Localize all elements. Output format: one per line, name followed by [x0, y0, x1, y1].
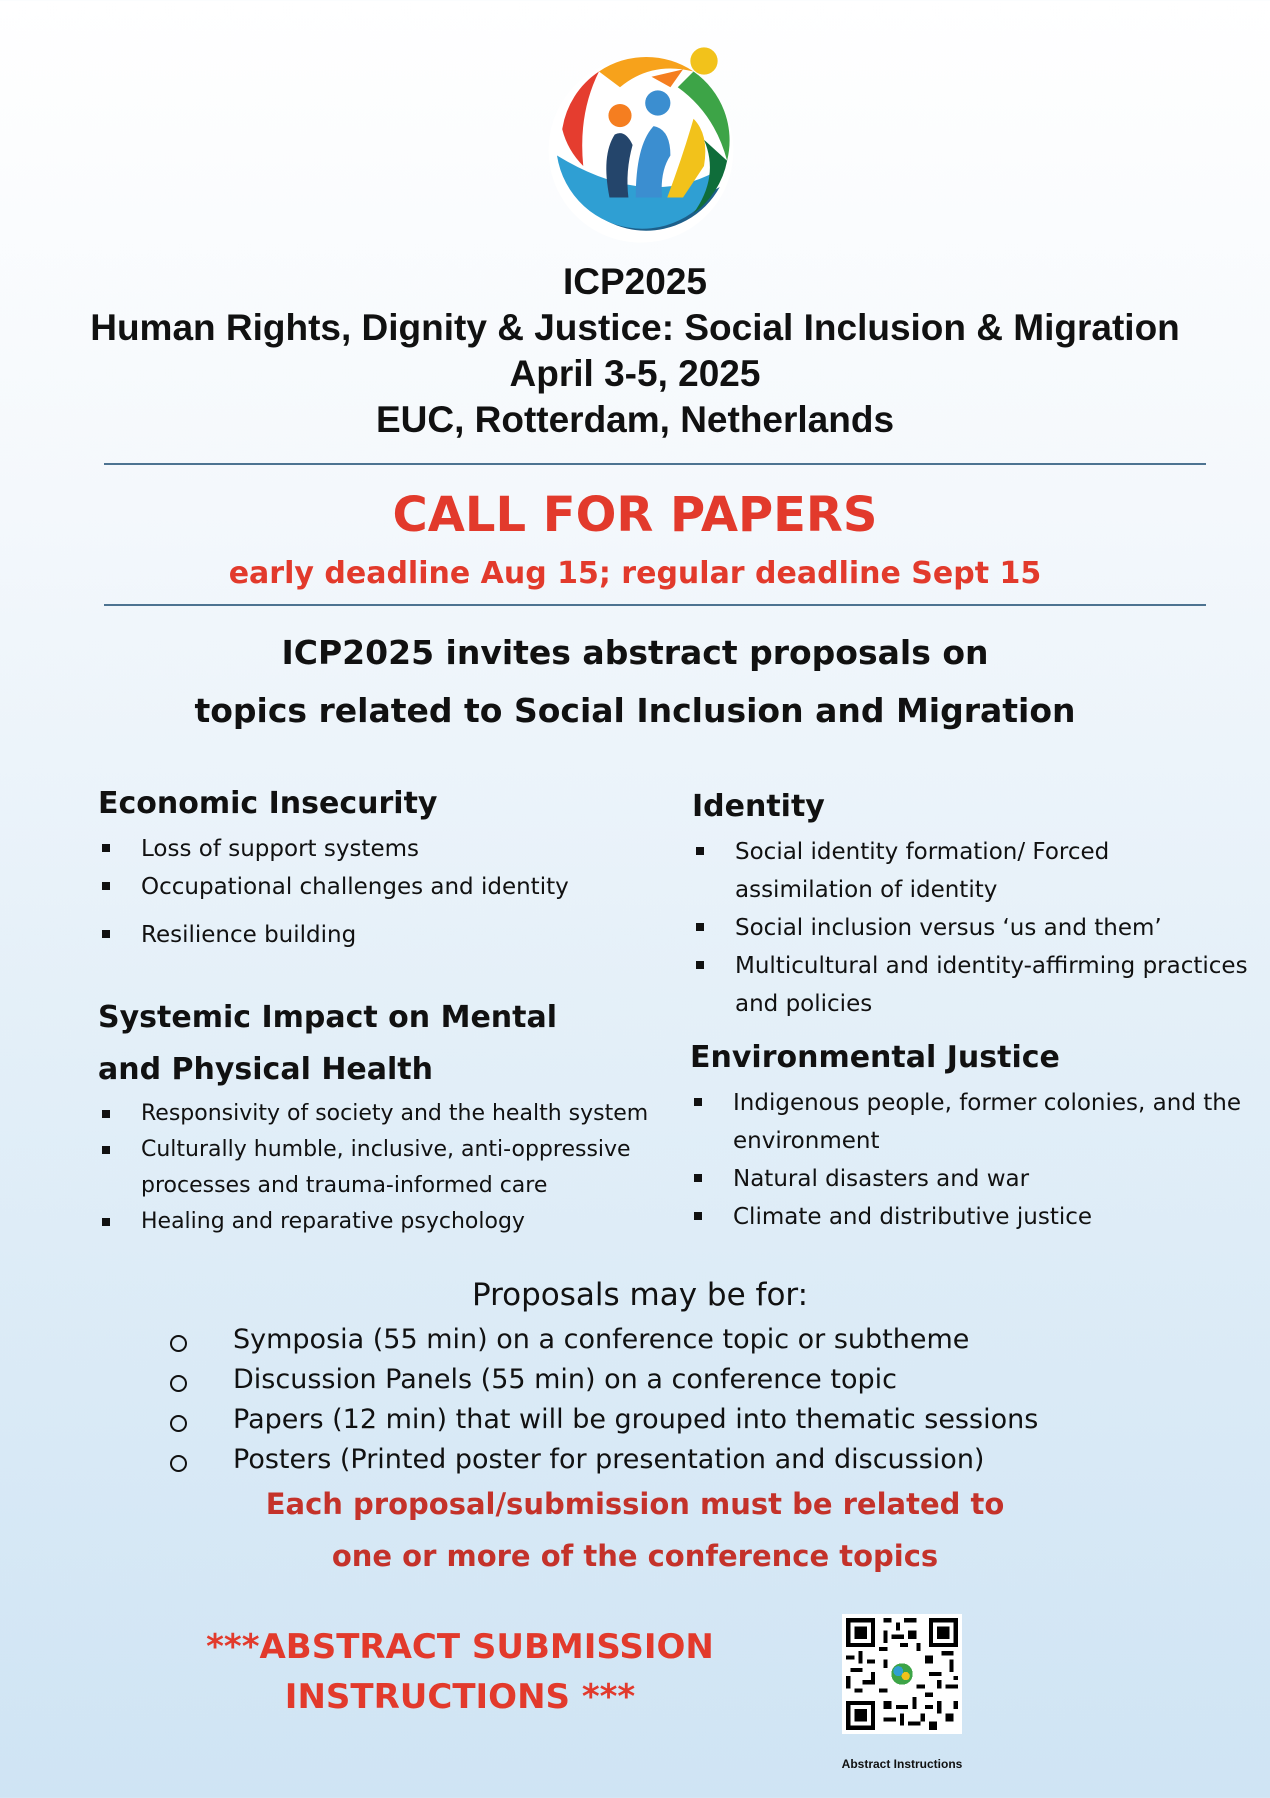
list-item: Indigenous people, former colonies, and the environment	[690, 1084, 1250, 1160]
divider-bottom	[104, 604, 1206, 606]
list-item: Social identity formation/ Forced assimilation of identity	[692, 833, 1252, 909]
proposals-list	[170, 1320, 1170, 1480]
list-item: Culturally humble, inclusive, anti-oppressive processes and trauma-informed care	[98, 1132, 668, 1204]
divider-top	[104, 463, 1206, 465]
qr-code-icon[interactable]	[842, 1614, 962, 1734]
list-item: Papers (12 min) that will be grouped into thematic sessions	[170, 1400, 1170, 1440]
qr-caption: Abstract Instructions	[841, 1757, 963, 1771]
topic-heading-environment: Environmental Justice	[690, 1040, 1060, 1075]
list-item: Discussion Panels (55 min) on a conference topic	[170, 1360, 1170, 1400]
proposals-heading: Proposals may be for:	[471, 1277, 809, 1313]
list-item: Symposia (55 min) on a conference topic or subtheme	[170, 1320, 1170, 1360]
topic-heading-health-2: and Physical Health	[98, 1052, 433, 1087]
topic-environment	[690, 1032, 1250, 1236]
requirement-line-1: Each proposal/submission must be related to	[265, 1487, 1005, 1521]
invite-line-2: topics related to Social Inclusion and Migration	[194, 691, 1076, 730]
list-item: Climate and distributive justice	[690, 1198, 1250, 1236]
list-item: Responsivity of society and the health system	[98, 1096, 668, 1132]
list-item: Multicultural and identity-affirming practices and policies	[692, 947, 1252, 1023]
topic-health	[98, 992, 668, 1240]
abstract-instructions-link[interactable]	[180, 1622, 740, 1722]
topic-economic	[98, 778, 658, 954]
topic-heading-economic: Economic Insecurity	[98, 786, 438, 821]
conference-logo-icon	[536, 40, 746, 250]
list-item: Posters (Printed poster for presentation and discussion)	[170, 1440, 1170, 1480]
list-item: Resilience building	[98, 916, 658, 954]
topic-identity	[692, 781, 1252, 1023]
deadlines-text: early deadline Aug 15; regular deadline Sept 15	[228, 556, 1042, 591]
list-item: Loss of support systems	[98, 830, 658, 868]
topic-heading-identity: Identity	[692, 789, 825, 824]
invite-line-1: ICP2025 invites abstract proposals on	[281, 633, 989, 672]
conference-code: ICP2025	[563, 261, 707, 302]
call-for-papers-title: CALL FOR PAPERS	[392, 487, 878, 543]
conference-venue: EUC, Rotterdam, Netherlands	[375, 399, 895, 440]
list-item: Natural disasters and war	[690, 1160, 1250, 1198]
requirement-line-2: one or more of the conference topics	[331, 1539, 939, 1573]
abstract-line-2: INSTRUCTIONS ***	[284, 1677, 636, 1717]
topic-heading-health-1: Systemic Impact on Mental	[98, 1000, 558, 1035]
abstract-line-1: ***ABSTRACT SUBMISSION	[206, 1627, 714, 1667]
conference-theme: Human Rights, Dignity & Justice: Social Inclusion & Migration	[90, 307, 1180, 348]
conference-dates: April 3-5, 2025	[509, 353, 761, 394]
list-item: Healing and reparative psychology	[98, 1204, 668, 1240]
list-item: Occupational challenges and identity	[98, 868, 658, 906]
list-item: Social inclusion versus ‘us and them’	[692, 909, 1252, 947]
